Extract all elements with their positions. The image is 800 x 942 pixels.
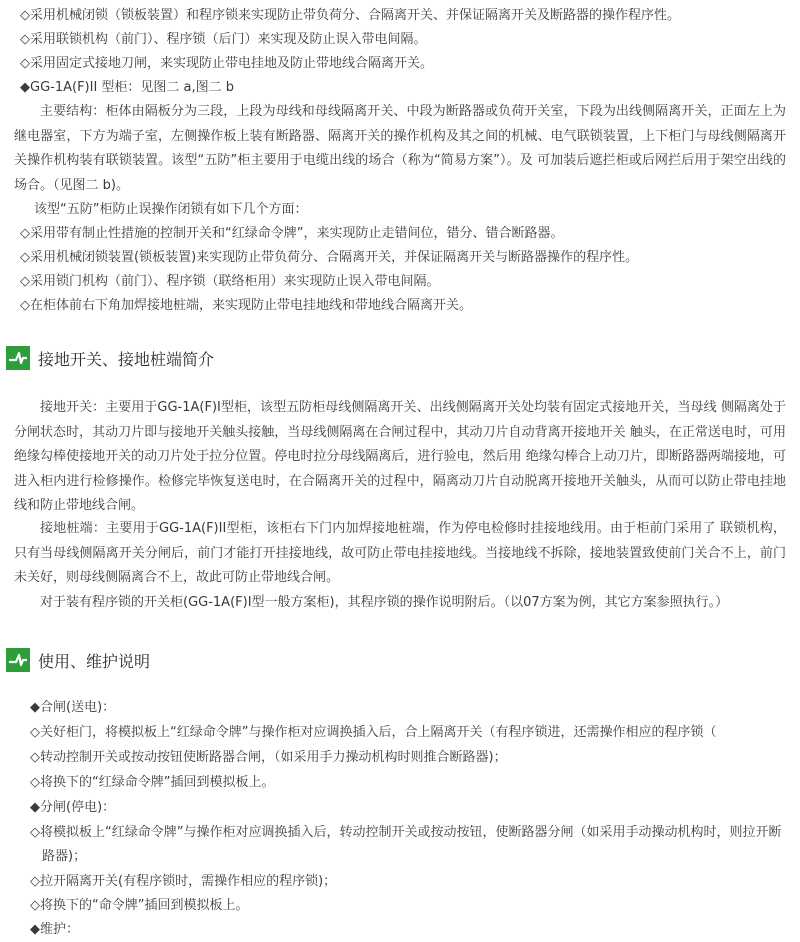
green-square-lightning-icon [6,648,30,672]
usage-item: ◇关好柜门，将模拟板上“红绿命令牌”与操作柜对应调换插入后，合上隔离开关（有程序锁进，还需操作相应的程序锁（ [30,725,717,740]
usage-item: 路器)； [42,849,87,864]
usage-item: ◇将换下的“命令牌”插回到模拟板上。 [30,898,249,913]
program-lock-paragraph: 对于装有程序锁的开关柜(GG-1A(F)I型一般方案柜)，其程序锁的操作说明附后。（以07方案为例，其它方案参照执行。） [40,595,729,610]
usage-item: ◇拉开隔离开关(有程序锁时，需操作相应的程序锁)； [30,874,337,889]
bullet-line: ◇采用锁门机构（前门）、程序锁（联络柜用）来实现防止误入带电间隔。 [20,274,440,289]
bullet-line: ◇在柜体前右下角加焊接地桩端，来实现防止带电挂地线和带地线合隔离开关。 [20,298,472,313]
bullet-line: ◇采用机械闭锁（锁板装置）和程序锁来实现防止带负荷分、合隔离开关、并保证隔离开关及断路器的操作程序性。 [20,8,680,23]
section-heading-grounding [6,344,214,372]
bullet-line: ◇采用固定式接地刀闸，来实现防止带电挂地及防止带地线合隔离开关。 [20,56,433,71]
green-square-lightning-icon [6,346,30,370]
grounding-terminal-paragraph: 接地桩端：主要用于GG-1A(F)II型柜，该柜右下门内加焊接地桩端，作为停电检修时挂接地线用。由于柜前门采用了 联锁机构，只有当母线侧隔离开关分闸后，前门才能打开挂接地线，故可防止带电挂接地线。当接地线不拆除，接地装置致使前门关合不上，前门未关好，则母线侧隔离合不上，故此可防止带地线合闸。 [14,521,786,585]
bullet-line: ◆GG-1A(F)II 型柜：见图二 a,图二 b [20,80,235,95]
structure-paragraph: 主要结构：柜体由隔板分为三段，上段为母线和母线隔离开关、中段为断路器或负荷开关室，下段为出线侧隔离开关，正面左上为继电器室，下方为端子室，左侧操作板上装有断路器、隔离开关的操作机构及其之间的机械、电气联锁装置，上下柜门与母线侧隔离开关操作机构装有联锁装置。该型“五防”柜主要用于电缆出线的场合（称为“简易方案”）。及 可加装后遮拦柜或后网拦后用于架空出线的场合。（见图二 b)。 [14,104,786,193]
usage-item: ◇转动控制开关或按动按钮使断路器合闸，（如采用手力操动机构时则推合断路器)； [30,750,507,765]
section-heading-usage [6,646,150,674]
grounding-switch-paragraph: 接地开关：主要用于GG-1A(F)I型柜，该型五防柜母线侧隔离开关、出线侧隔离开关处均装有固定式接地开关，当母线 侧隔离处于分闸状态时，其动刀片即与接地开关触头接触，当母线侧隔离在合闸过程中，其动刀片自动背离开接地开关 触头，在正常送电时，可用绝缘勾棒使接地开关的动刀片处于拉分位置。停电时拉分母线隔离后，进行验电，然后用 绝缘勾棒合上动刀片，即断路器两端接地，可进入柜内进行检修操作。检修完毕恢复送电时，在合隔离开关的过程中，隔离动刀片自动脱离开接地开关触头，从而可以防止带电挂地线和防止带地线合闸。 [14,400,786,513]
usage-item: ◆维护： [30,922,79,937]
usage-item: ◇将换下的“红绿命令牌”插回到模拟板上。 [30,775,275,790]
section-title: 接地开关、接地桩端简介 [38,349,215,369]
bullet-line: ◇采用机械闭锁装置(锁板装置)来实现防止带负荷分、合隔离开关，并保证隔离开关与断路器操作的程序性。 [20,250,639,265]
section-title: 使用、维护说明 [38,651,151,671]
intro-line: 该型“五防”柜防止误操作闭锁有如下几个方面： [34,202,308,217]
bullet-line: ◇采用带有制止性措施的控制开关和“红绿命令牌”，来实现防止走错间位，错分、错合断路器。 [20,226,564,241]
usage-item: ◆合闸(送电)： [30,700,116,715]
usage-item: ◇将模拟板上“红绿命令牌”与操作柜对应调换插入后，转动控制开关或按动按钮，使断路器分闸（如采用手动操动机构时，则拉开断 [30,825,782,840]
usage-item: ◆分闸(停电)： [30,800,116,815]
bullet-line: ◇采用联锁机构（前门）、程序锁（后门）来实现及防止误入带电间隔。 [20,32,427,47]
